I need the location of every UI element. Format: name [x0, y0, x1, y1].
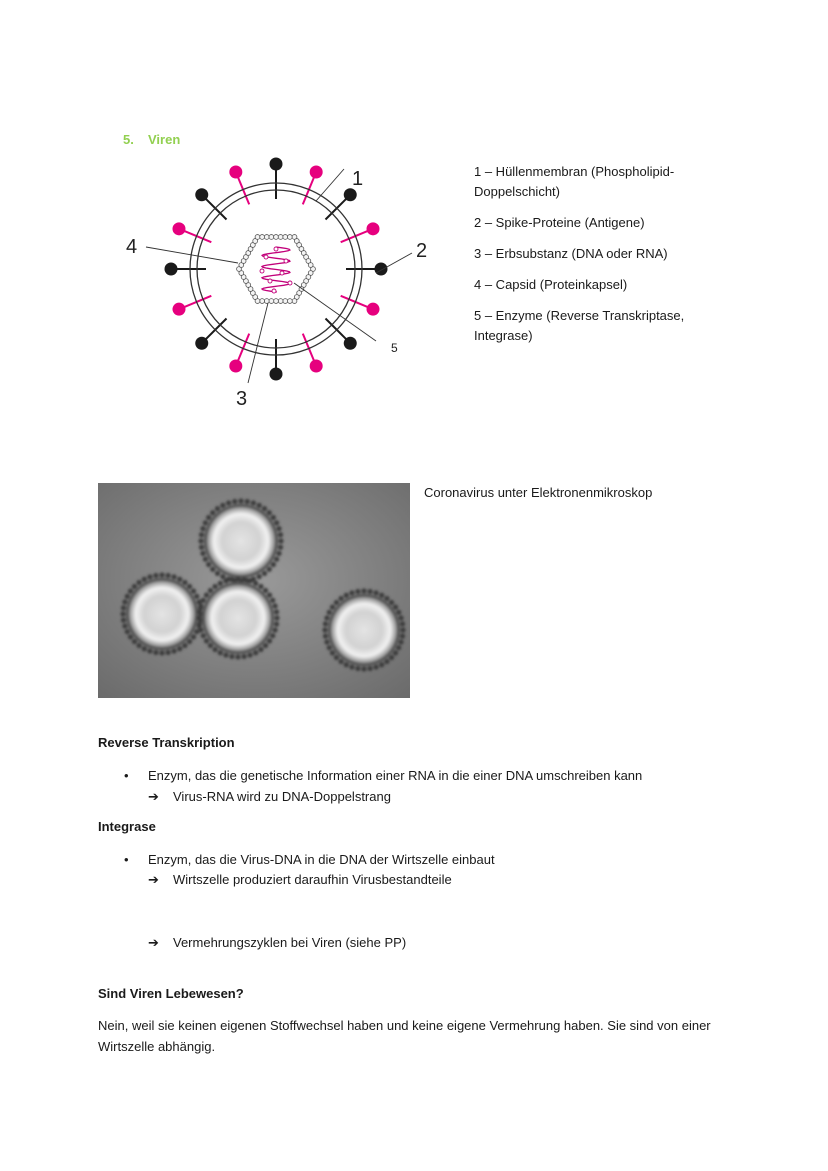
corona-spike: [278, 538, 283, 543]
diagram-legend: [474, 162, 734, 357]
corona-spike: [197, 609, 202, 614]
corona-spike: [242, 654, 247, 659]
corona-spike: [368, 666, 373, 671]
arrow-text: Wirtszelle produziert daraufhin Virusbestandteile: [173, 872, 452, 887]
arrow-icon: ➔: [148, 872, 159, 887]
diagram-label-5: 5: [391, 341, 398, 355]
corona-spike: [196, 615, 201, 620]
living-answer-paragraph: Nein, weil sie keinen eigenen Stoffwechsel haben und keine eigene Vermehrung haben. Sie sind von einer Wirtszelle abhängig.: [98, 1018, 711, 1054]
corona-spike: [199, 545, 204, 550]
corona-spike: [198, 603, 203, 608]
corona-spike: [198, 538, 203, 543]
corona-spike: [384, 659, 389, 664]
corona-spike: [208, 588, 213, 593]
corona-spike: [334, 655, 339, 660]
legend-item-1: 1 – Hüllenmembran (Phospholipid-Doppelschicht): [474, 164, 675, 199]
corona-spike: [132, 584, 137, 589]
capsid-bead: [269, 235, 274, 240]
corona-spike: [400, 627, 405, 632]
capsid-bead: [283, 299, 288, 304]
diagram-label-2: 2: [416, 240, 428, 262]
section-heading: [123, 132, 180, 147]
corona-spike: [271, 562, 276, 567]
corona-spike: [251, 500, 256, 505]
corona-spike: [324, 615, 329, 620]
spike-head: [367, 303, 380, 316]
corona-spike: [389, 600, 394, 605]
corona-spike: [274, 609, 279, 614]
corona-spike: [344, 662, 349, 667]
integrase-arrow: [0, 870, 828, 890]
capsid-bead: [278, 235, 283, 240]
corona-spike: [355, 589, 360, 594]
diagram-label-4: 4: [126, 236, 138, 258]
arrow-text: Vermehrungszyklen bei Viren (siehe PP): [173, 935, 407, 950]
corona-spike: [323, 634, 328, 639]
corona-spike: [361, 666, 366, 671]
corona-spike: [200, 551, 205, 556]
corona-spike: [242, 577, 247, 582]
corona-spike: [349, 590, 354, 595]
enzyme-dot: [268, 279, 272, 283]
corona-spike: [349, 664, 354, 669]
section-number: 5.: [123, 132, 134, 147]
corona-spike: [177, 577, 182, 582]
corona-spike: [263, 588, 268, 593]
corona-spike: [223, 652, 228, 657]
enzyme-dot: [264, 255, 268, 259]
corona-spike: [171, 648, 176, 653]
corona-spike: [177, 646, 182, 651]
corona-spike: [187, 639, 192, 644]
spike-head: [310, 360, 323, 373]
spike-head: [270, 158, 283, 171]
corona-spike: [125, 629, 130, 634]
capsid-bead: [269, 299, 274, 304]
corona-spike: [400, 634, 405, 639]
virion-body: [129, 581, 195, 647]
reverse-transcription-title: Reverse Transkription: [98, 735, 235, 750]
virion-body: [331, 597, 397, 663]
corona-spike: [344, 593, 349, 598]
corona-spike: [323, 621, 328, 626]
integrase-bullet: [0, 850, 828, 870]
corona-spike: [393, 604, 398, 609]
corona-spike: [334, 600, 339, 605]
spike-head: [165, 263, 178, 276]
corona-spike: [327, 610, 332, 615]
corona-spike: [272, 603, 277, 608]
corona-spike: [253, 581, 258, 586]
corona-spike: [270, 633, 275, 638]
corona-spike: [212, 584, 217, 589]
corona-spike: [206, 562, 211, 567]
corona-spike: [136, 580, 141, 585]
corona-spike: [120, 611, 125, 616]
enzyme-dot: [288, 281, 292, 285]
corona-spike: [384, 596, 389, 601]
spike-head: [367, 222, 380, 235]
enzyme-dot: [284, 259, 288, 263]
corona-spike: [355, 666, 360, 671]
corona-spike: [247, 578, 252, 583]
corona-spike: [194, 594, 199, 599]
corona-spike: [125, 594, 130, 599]
corona-spike: [267, 592, 272, 597]
corona-spike: [263, 643, 268, 648]
capsid-bead: [283, 235, 288, 240]
capsid-bead: [287, 235, 292, 240]
corona-spike: [396, 645, 401, 650]
spike-head: [344, 337, 357, 350]
capsid-bead: [308, 263, 313, 268]
corona-spike: [201, 633, 206, 638]
corona-spike: [198, 627, 203, 632]
corona-spike: [215, 571, 220, 576]
corona-spike: [153, 573, 158, 578]
enzyme-dot: [280, 271, 284, 275]
legend-item-4: 4 – Capsid (Proteinkapsel): [474, 277, 628, 292]
bullet-text: Enzym, das die genetische Information einer RNA in die einer DNA umschreiben kann: [148, 768, 643, 783]
coronavirus-electron-micrograph: [98, 483, 410, 698]
corona-spike: [142, 646, 147, 651]
corona-spike: [226, 500, 231, 505]
corona-spike: [379, 662, 384, 667]
virus-structure-diagram: [118, 155, 448, 415]
capsid-bead: [287, 299, 292, 304]
corona-spike: [271, 515, 276, 520]
capsid-bead: [274, 299, 279, 304]
corona-spike: [267, 510, 272, 515]
corona-spike: [276, 526, 281, 531]
corona-spike: [204, 638, 209, 643]
spike-head: [229, 165, 242, 178]
corona-spike: [400, 621, 405, 626]
virion-body: [207, 507, 275, 575]
capsid-bead: [278, 299, 283, 304]
corona-spike: [274, 557, 279, 562]
corona-spike: [229, 577, 234, 582]
corona-spike: [267, 567, 272, 572]
corona-spike: [121, 618, 126, 623]
corona-spike: [257, 503, 262, 508]
arrow-icon: ➔: [148, 935, 159, 950]
corona-spike: [322, 627, 327, 632]
corona-spike: [215, 506, 220, 511]
corona-spike: [182, 643, 187, 648]
enzyme-dot: [260, 269, 264, 273]
corona-spike: [208, 643, 213, 648]
corona-spike: [379, 593, 384, 598]
corona-spike: [122, 599, 127, 604]
integrase-title: Integrase: [98, 819, 156, 834]
corona-spike: [166, 650, 171, 655]
reverse-transcription-arrow: [0, 787, 828, 807]
corona-spike: [262, 506, 267, 511]
corona-spike: [159, 650, 164, 655]
legend-item-5: 5 – Enzyme (Reverse Transkriptase, Integrase): [474, 308, 685, 343]
corona-spike: [327, 645, 332, 650]
corona-spike: [398, 615, 403, 620]
corona-spike: [187, 584, 192, 589]
spike-head: [195, 188, 208, 201]
corona-spike: [235, 576, 240, 581]
corona-spike: [274, 615, 279, 620]
corona-spike: [159, 572, 164, 577]
capsid-bead: [260, 299, 265, 304]
corona-spike: [203, 520, 208, 525]
leader-line-3: [248, 303, 268, 383]
corona-spike: [199, 532, 204, 537]
corona-spike: [330, 604, 335, 609]
corona-spike: [398, 639, 403, 644]
corona-spike: [396, 610, 401, 615]
corona-spike: [276, 551, 281, 556]
spike-head: [172, 222, 185, 235]
corona-spike: [361, 588, 366, 593]
capsid-bead: [264, 299, 269, 304]
corona-spike: [201, 598, 206, 603]
spike-head: [310, 165, 323, 178]
spike-head: [195, 337, 208, 350]
corona-spike: [210, 510, 215, 515]
corona-spike: [142, 577, 147, 582]
corona-spike: [258, 584, 263, 589]
section-title: Viren: [148, 132, 181, 147]
corona-spike: [368, 589, 373, 594]
capsid-bead: [264, 235, 269, 240]
corona-spike: [166, 573, 171, 578]
corona-spike: [338, 596, 343, 601]
corona-spike: [171, 574, 176, 579]
legend-item-2: 2 – Spike-Proteine (Antigene): [474, 215, 645, 230]
corona-spike: [258, 647, 263, 652]
corona-spike: [182, 580, 187, 585]
corona-spike: [220, 574, 225, 579]
corona-spike: [330, 650, 335, 655]
virion-body: [205, 585, 271, 651]
corona-spike: [210, 567, 215, 572]
enzyme-dot: [272, 289, 276, 293]
corona-spike: [191, 634, 196, 639]
reverse-transcription-bullet: [0, 766, 828, 786]
corona-spike: [147, 648, 152, 653]
corona-spike: [274, 520, 279, 525]
capsid-bead: [274, 235, 279, 240]
corona-spike: [232, 499, 237, 504]
arrow-text: Virus-RNA wird zu DNA-Doppelstrang: [173, 789, 391, 804]
corona-spike: [262, 571, 267, 576]
corona-spike: [389, 655, 394, 660]
corona-spike: [220, 503, 225, 508]
spike-head: [172, 303, 185, 316]
spike-head: [344, 188, 357, 201]
corona-spike: [235, 654, 240, 659]
diagram-label-1: 1: [352, 168, 364, 190]
corona-spike: [200, 526, 205, 531]
corona-spike: [238, 498, 243, 503]
corona-spike: [136, 643, 141, 648]
genome-helix: [262, 247, 290, 292]
capsid-bead: [260, 235, 265, 240]
corona-spike: [218, 581, 223, 586]
corona-spike: [324, 639, 329, 644]
corona-spike: [278, 545, 283, 550]
corona-spike: [245, 499, 250, 504]
corona-spike: [128, 588, 133, 593]
corona-spike: [229, 654, 234, 659]
corona-spike: [218, 650, 223, 655]
enzyme-dot: [274, 247, 278, 251]
corona-spike: [373, 664, 378, 669]
spike-head: [270, 368, 283, 381]
corona-spike: [223, 578, 228, 583]
photo-caption: Coronavirus unter Elektronenmikroskop: [424, 485, 653, 500]
legend-item-3: 3 – Erbsubstanz (DNA oder RNA): [474, 246, 668, 261]
capsid-bead: [255, 235, 260, 240]
corona-spike: [206, 515, 211, 520]
corona-spike: [257, 574, 262, 579]
corona-spike: [203, 557, 208, 562]
corona-spike: [121, 605, 126, 610]
corona-spike: [393, 650, 398, 655]
replication-cycles-arrow: [0, 933, 828, 953]
spike-head: [229, 360, 242, 373]
corona-spike: [278, 532, 283, 537]
arrow-icon: ➔: [148, 789, 159, 804]
corona-spike: [338, 659, 343, 664]
corona-spike: [212, 647, 217, 652]
corona-spike: [253, 650, 258, 655]
corona-spike: [132, 639, 137, 644]
bullet-glyph: •: [124, 768, 129, 783]
corona-spike: [191, 588, 196, 593]
corona-spike: [267, 638, 272, 643]
corona-spike: [373, 590, 378, 595]
corona-spike: [247, 652, 252, 657]
corona-spike: [147, 574, 152, 579]
corona-spike: [274, 622, 279, 627]
corona-spike: [197, 622, 202, 627]
corona-spike: [272, 627, 277, 632]
bullet-glyph: •: [124, 852, 129, 867]
living-question-title: Sind Viren Lebewesen?: [98, 986, 244, 1001]
corona-spike: [270, 598, 275, 603]
spike-head: [375, 263, 388, 276]
bullet-text: Enzym, das die Virus-DNA in die DNA der Wirtszelle einbaut: [148, 852, 495, 867]
diagram-label-3: 3: [236, 388, 248, 410]
capsid-bead: [292, 299, 297, 304]
corona-spike: [122, 623, 127, 628]
corona-spike: [204, 592, 209, 597]
corona-spike: [153, 650, 158, 655]
corona-spike: [128, 634, 133, 639]
